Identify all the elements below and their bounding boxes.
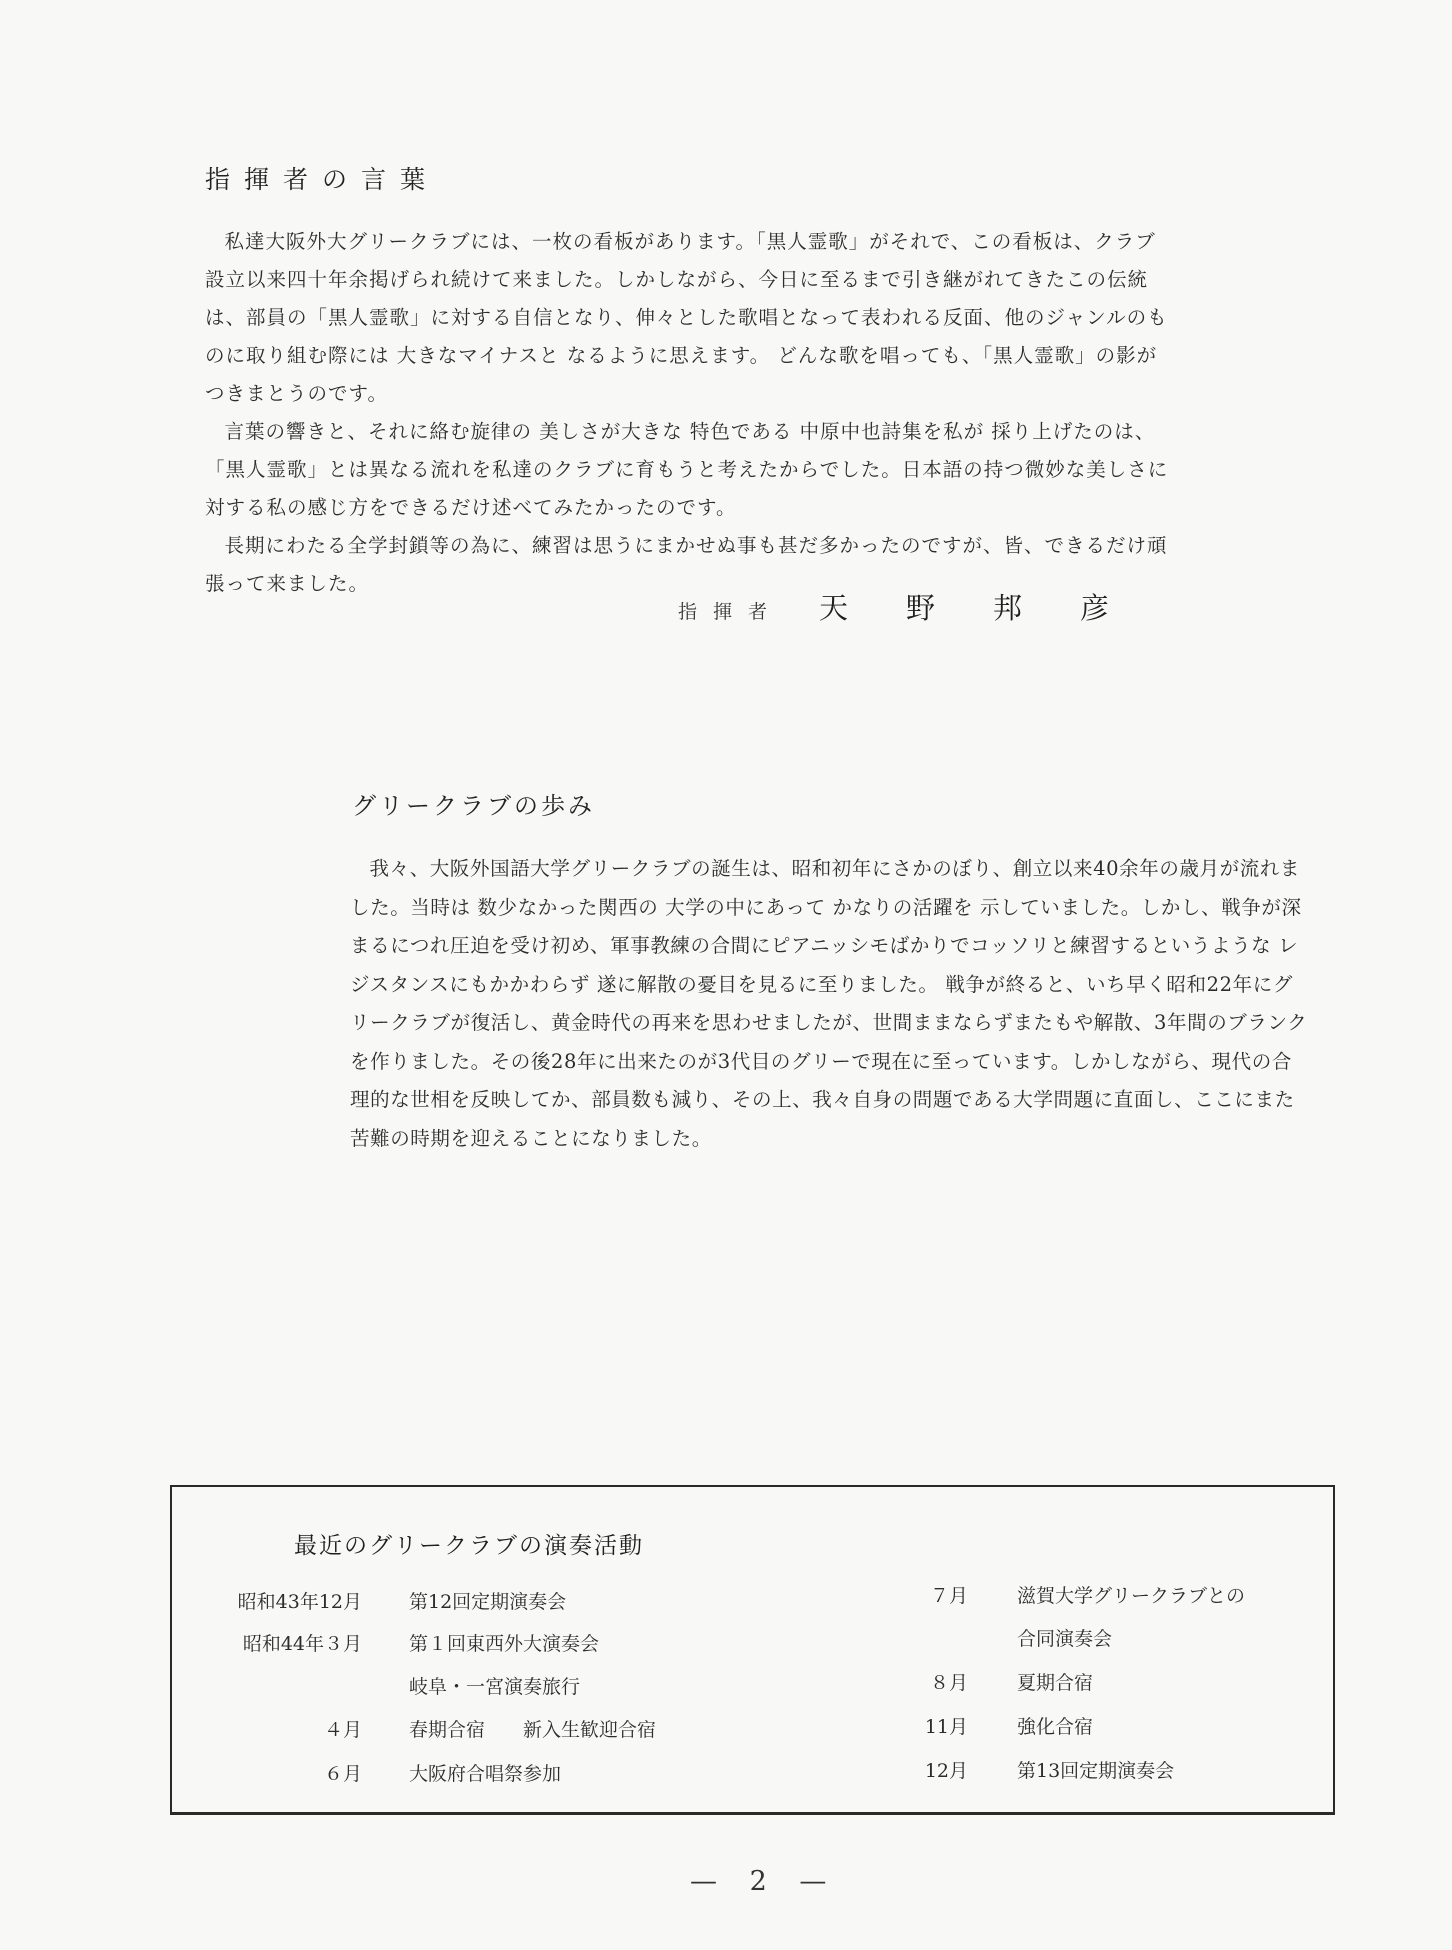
- activity-event: 合同演奏会: [1017, 1628, 1113, 1650]
- activity-row: [917, 1668, 1327, 1698]
- activity-event: 第１回東西外大演奏会: [409, 1633, 600, 1655]
- activity-date: ８月: [929, 1672, 968, 1694]
- activity-row: [917, 1624, 1327, 1654]
- activity-row: [917, 1756, 1327, 1786]
- activity-date: 昭和43年12月: [237, 1591, 362, 1613]
- activity-event: 大阪府合唱祭参加: [409, 1763, 562, 1785]
- page-number: — 2 —: [690, 1866, 839, 1897]
- signature-name: 天野邦彦: [819, 591, 1168, 625]
- activity-date: 12月: [924, 1760, 968, 1782]
- conductor-message-body: [205, 223, 1175, 603]
- activity-row: [917, 1581, 1327, 1611]
- conductor-paragraph-3: 長期にわたる全学封鎖等の為に、練習は思うにまかせぬ事も甚だ多かったのですが、皆、できるだけ頑張って来ました。: [205, 534, 1168, 595]
- club-history-body: 我々、大阪外国語大学グリークラブの誕生は、昭和初年にさかのぼり、創立以来40余年の歳月が流れました。当時は 数少なかった関西の 大学の中にあって かなりの活躍を 示していました。しかし、戦争が深まるにつれ圧迫を受け初め、軍事教練の合間にピアニッシモばかりでコッソリと練習するというような レジスタンスにもかかわらず 遂に解散の憂目を見るに至りました。 戦争が終ると、いち早く昭和22年にグリークラブが復活し、黄金時代の再来を思わせましたが、世間ままならずまたもや解散、3年間のブランクを作りました。その後28年に出来たのが3代目のグリーで現在に至っています。しかしながら、現代の合理的な世相を反映してか、部員数も減り、その上、我々自身の問題である大学問題に直面し、ここにまた苦難の時期を迎えることになりました。: [350, 857, 1308, 1150]
- conductor-signature: [678, 586, 1167, 627]
- activity-event: 夏期合宿: [1017, 1672, 1094, 1694]
- activity-event: 強化合宿: [1017, 1716, 1094, 1738]
- recent-activities-box: [170, 1485, 1335, 1815]
- activity-date: ４月: [323, 1719, 362, 1741]
- activity-date: ７月: [929, 1585, 968, 1607]
- activity-event: 滋賀大学グリークラブとの: [1017, 1585, 1246, 1607]
- conductor-message-title: 指揮者の言葉: [205, 165, 440, 194]
- activity-date: ６月: [323, 1763, 362, 1785]
- recent-activities-title: 最近のグリークラブの演奏活動: [294, 1533, 644, 1559]
- activity-date: 11月: [924, 1716, 968, 1738]
- conductor-paragraph-1: 私達大阪外大グリークラブには、一枚の看板があります。「黒人霊歌」がそれで、この看板は、クラブ設立以来四十年余掲げられ続けて来ました。しかしながら、今日に至るまで引き継がれてきたこの伝統は、部員の「黒人霊歌」に対する自信となり、伸々とした歌唱となって表われる反面、他のジャンルのものに取り組む際には 大きなマイナスと なるように思えます。 どんな歌を唱っても、「黒人霊歌」の影がつきまとうのです。: [205, 230, 1168, 405]
- club-history-title: グリークラブの歩み: [352, 792, 595, 820]
- activity-event: 春期合宿 新入生歓迎合宿: [409, 1719, 657, 1741]
- signature-role: 指揮者: [678, 601, 784, 623]
- activity-event: 岐阜・一宮演奏旅行: [409, 1676, 581, 1698]
- activity-event: 第12回定期演奏会: [409, 1591, 567, 1613]
- activity-date: 昭和44年３月: [242, 1633, 362, 1655]
- activity-event: 第13回定期演奏会: [1017, 1760, 1175, 1782]
- activity-row: [917, 1712, 1327, 1742]
- conductor-paragraph-2: 言葉の響きと、それに絡む旋律の 美しさが大きな 特色である 中原中也詩集を私が 採り上げたのは、「黒人霊歌」とは異なる流れを私達のクラブに育もうと考えたからでした。日本語の持つ微妙な美しさに対する私の感じ方をできるだけ述べてみたかったのです。: [205, 420, 1169, 519]
